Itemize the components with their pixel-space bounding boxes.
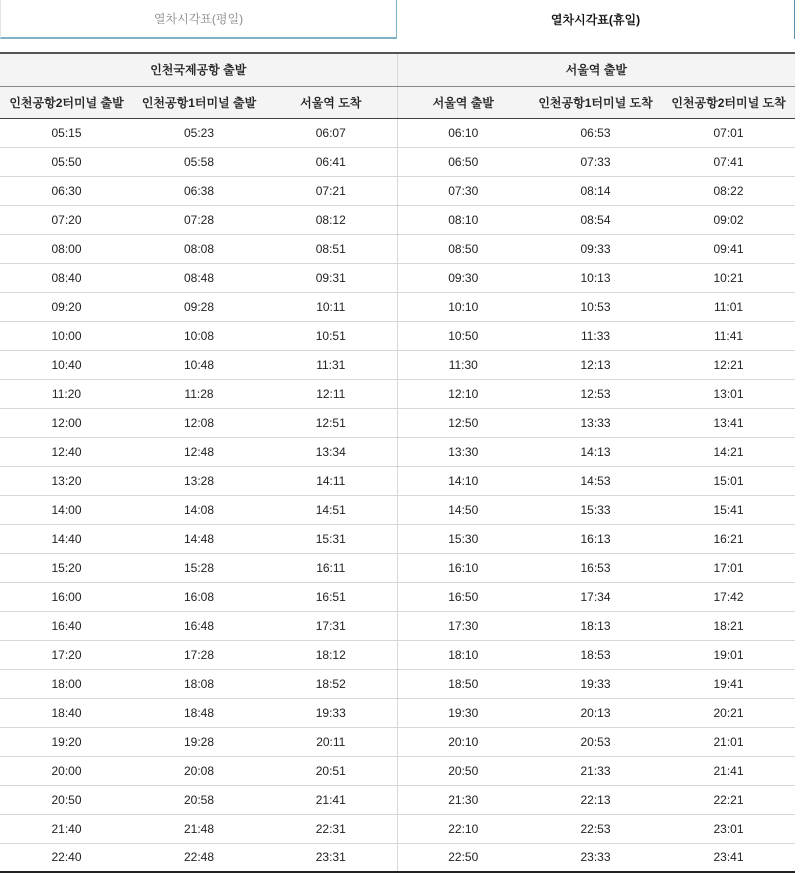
time-cell: 07:21 <box>265 176 397 205</box>
time-cell: 21:40 <box>0 814 133 843</box>
time-cell: 09:20 <box>0 292 133 321</box>
time-cell: 11:20 <box>0 379 133 408</box>
time-cell: 14:50 <box>397 495 529 524</box>
time-cell: 06:30 <box>0 176 133 205</box>
time-cell: 13:41 <box>662 408 795 437</box>
time-cell: 20:50 <box>0 785 133 814</box>
time-cell: 17:28 <box>133 640 265 669</box>
time-cell: 19:33 <box>265 698 397 727</box>
time-cell: 12:13 <box>529 350 662 379</box>
time-cell: 12:48 <box>133 437 265 466</box>
time-cell: 10:00 <box>0 321 133 350</box>
time-cell: 19:28 <box>133 727 265 756</box>
time-cell: 18:21 <box>662 611 795 640</box>
time-cell: 18:48 <box>133 698 265 727</box>
time-cell: 08:48 <box>133 263 265 292</box>
time-cell: 06:38 <box>133 176 265 205</box>
time-cell: 08:12 <box>265 205 397 234</box>
time-cell: 20:10 <box>397 727 529 756</box>
time-cell: 18:08 <box>133 669 265 698</box>
time-cell: 17:30 <box>397 611 529 640</box>
time-cell: 05:15 <box>0 118 133 147</box>
time-cell: 12:51 <box>265 408 397 437</box>
table-row <box>0 611 795 640</box>
time-cell: 07:41 <box>662 147 795 176</box>
group-header-row <box>0 53 795 86</box>
time-cell: 08:10 <box>397 205 529 234</box>
table-row <box>0 176 795 205</box>
time-cell: 07:28 <box>133 205 265 234</box>
time-cell: 10:11 <box>265 292 397 321</box>
table-row <box>0 292 795 321</box>
time-cell: 22:40 <box>0 843 133 872</box>
time-cell: 20:00 <box>0 756 133 785</box>
time-cell: 10:21 <box>662 263 795 292</box>
time-cell: 06:50 <box>397 147 529 176</box>
time-cell: 10:13 <box>529 263 662 292</box>
time-cell: 17:20 <box>0 640 133 669</box>
time-cell: 10:08 <box>133 321 265 350</box>
time-cell: 18:00 <box>0 669 133 698</box>
table-row <box>0 524 795 553</box>
time-cell: 14:53 <box>529 466 662 495</box>
time-cell: 17:42 <box>662 582 795 611</box>
time-cell: 18:40 <box>0 698 133 727</box>
time-cell: 19:33 <box>529 669 662 698</box>
time-cell: 23:41 <box>662 843 795 872</box>
time-cell: 14:48 <box>133 524 265 553</box>
time-cell: 11:41 <box>662 321 795 350</box>
time-cell: 06:10 <box>397 118 529 147</box>
table-row <box>0 118 795 147</box>
timetable-body <box>0 118 795 872</box>
time-cell: 13:30 <box>397 437 529 466</box>
time-cell: 12:21 <box>662 350 795 379</box>
time-cell: 16:40 <box>0 611 133 640</box>
time-cell: 19:20 <box>0 727 133 756</box>
time-cell: 16:10 <box>397 553 529 582</box>
time-cell: 16:51 <box>265 582 397 611</box>
time-cell: 06:41 <box>265 147 397 176</box>
table-row <box>0 698 795 727</box>
time-cell: 08:50 <box>397 234 529 263</box>
time-cell: 08:22 <box>662 176 795 205</box>
table-row <box>0 147 795 176</box>
group-header-seoul-departure: 서울역 출발 <box>397 53 795 86</box>
table-row <box>0 437 795 466</box>
time-cell: 21:41 <box>265 785 397 814</box>
column-header: 서울역 도착 <box>265 86 397 118</box>
table-row <box>0 350 795 379</box>
table-row <box>0 408 795 437</box>
time-cell: 13:01 <box>662 379 795 408</box>
time-cell: 14:40 <box>0 524 133 553</box>
time-cell: 11:28 <box>133 379 265 408</box>
time-cell: 21:33 <box>529 756 662 785</box>
time-cell: 17:31 <box>265 611 397 640</box>
time-cell: 11:30 <box>397 350 529 379</box>
time-cell: 20:50 <box>397 756 529 785</box>
time-cell: 22:31 <box>265 814 397 843</box>
column-header: 인천공항2터미널 도착 <box>662 86 795 118</box>
time-cell: 21:48 <box>133 814 265 843</box>
time-cell: 10:51 <box>265 321 397 350</box>
time-cell: 16:53 <box>529 553 662 582</box>
time-cell: 14:11 <box>265 466 397 495</box>
table-row <box>0 263 795 292</box>
time-cell: 08:40 <box>0 263 133 292</box>
time-cell: 06:07 <box>265 118 397 147</box>
time-cell: 14:10 <box>397 466 529 495</box>
time-cell: 13:34 <box>265 437 397 466</box>
time-cell: 12:53 <box>529 379 662 408</box>
time-cell: 10:48 <box>133 350 265 379</box>
tab-holiday[interactable] <box>397 0 795 39</box>
column-header-row <box>0 86 795 118</box>
time-cell: 15:01 <box>662 466 795 495</box>
time-cell: 20:58 <box>133 785 265 814</box>
table-row <box>0 814 795 843</box>
time-cell: 08:08 <box>133 234 265 263</box>
table-row <box>0 466 795 495</box>
time-cell: 18:52 <box>265 669 397 698</box>
time-cell: 21:01 <box>662 727 795 756</box>
time-cell: 17:01 <box>662 553 795 582</box>
time-cell: 11:33 <box>529 321 662 350</box>
time-cell: 08:54 <box>529 205 662 234</box>
time-cell: 12:50 <box>397 408 529 437</box>
table-row <box>0 495 795 524</box>
timetable <box>0 52 795 873</box>
column-header: 인천공항1터미널 도착 <box>529 86 662 118</box>
time-cell: 16:11 <box>265 553 397 582</box>
time-cell: 20:11 <box>265 727 397 756</box>
schedule-tabs <box>0 0 800 39</box>
time-cell: 15:28 <box>133 553 265 582</box>
time-cell: 13:28 <box>133 466 265 495</box>
time-cell: 23:31 <box>265 843 397 872</box>
time-cell: 14:08 <box>133 495 265 524</box>
time-cell: 22:10 <box>397 814 529 843</box>
time-cell: 14:00 <box>0 495 133 524</box>
time-cell: 20:51 <box>265 756 397 785</box>
time-cell: 10:50 <box>397 321 529 350</box>
time-cell: 05:23 <box>133 118 265 147</box>
time-cell: 05:58 <box>133 147 265 176</box>
table-row <box>0 379 795 408</box>
time-cell: 16:00 <box>0 582 133 611</box>
table-row <box>0 321 795 350</box>
time-cell: 16:08 <box>133 582 265 611</box>
time-cell: 16:50 <box>397 582 529 611</box>
time-cell: 09:33 <box>529 234 662 263</box>
table-row <box>0 843 795 872</box>
table-row <box>0 640 795 669</box>
table-row <box>0 553 795 582</box>
time-cell: 12:40 <box>0 437 133 466</box>
time-cell: 18:13 <box>529 611 662 640</box>
time-cell: 18:50 <box>397 669 529 698</box>
time-cell: 23:33 <box>529 843 662 872</box>
time-cell: 21:41 <box>662 756 795 785</box>
table-row <box>0 669 795 698</box>
time-cell: 20:08 <box>133 756 265 785</box>
time-cell: 22:53 <box>529 814 662 843</box>
tab-weekday[interactable] <box>0 0 397 39</box>
time-cell: 17:34 <box>529 582 662 611</box>
time-cell: 21:30 <box>397 785 529 814</box>
time-cell: 09:28 <box>133 292 265 321</box>
column-header: 인천공항1터미널 출발 <box>133 86 265 118</box>
time-cell: 11:01 <box>662 292 795 321</box>
table-row <box>0 234 795 263</box>
time-cell: 09:02 <box>662 205 795 234</box>
time-cell: 09:30 <box>397 263 529 292</box>
table-row <box>0 756 795 785</box>
time-cell: 06:53 <box>529 118 662 147</box>
time-cell: 20:21 <box>662 698 795 727</box>
time-cell: 22:50 <box>397 843 529 872</box>
time-cell: 08:51 <box>265 234 397 263</box>
time-cell: 14:21 <box>662 437 795 466</box>
time-cell: 05:50 <box>0 147 133 176</box>
time-cell: 15:20 <box>0 553 133 582</box>
time-cell: 22:48 <box>133 843 265 872</box>
table-row <box>0 785 795 814</box>
tab-weekday-label: 열차시각표(평일) <box>153 12 244 26</box>
time-cell: 10:10 <box>397 292 529 321</box>
time-cell: 15:41 <box>662 495 795 524</box>
time-cell: 22:21 <box>662 785 795 814</box>
time-cell: 18:10 <box>397 640 529 669</box>
group-header-incheon-departure: 인천국제공항 출발 <box>0 53 397 86</box>
column-header: 서울역 출발 <box>397 86 529 118</box>
time-cell: 14:51 <box>265 495 397 524</box>
time-cell: 10:53 <box>529 292 662 321</box>
time-cell: 08:14 <box>529 176 662 205</box>
tab-holiday-label: 열차시각표(휴일) <box>550 13 641 27</box>
time-cell: 07:30 <box>397 176 529 205</box>
time-cell: 10:40 <box>0 350 133 379</box>
time-cell: 13:20 <box>0 466 133 495</box>
table-row <box>0 205 795 234</box>
time-cell: 16:13 <box>529 524 662 553</box>
time-cell: 20:13 <box>529 698 662 727</box>
time-cell: 20:53 <box>529 727 662 756</box>
time-cell: 19:41 <box>662 669 795 698</box>
time-cell: 09:31 <box>265 263 397 292</box>
time-cell: 16:21 <box>662 524 795 553</box>
time-cell: 18:53 <box>529 640 662 669</box>
time-cell: 16:48 <box>133 611 265 640</box>
time-cell: 18:12 <box>265 640 397 669</box>
time-cell: 11:31 <box>265 350 397 379</box>
time-cell: 12:08 <box>133 408 265 437</box>
time-cell: 15:33 <box>529 495 662 524</box>
table-row <box>0 727 795 756</box>
table-row <box>0 582 795 611</box>
time-cell: 12:11 <box>265 379 397 408</box>
time-cell: 07:01 <box>662 118 795 147</box>
time-cell: 19:30 <box>397 698 529 727</box>
time-cell: 07:33 <box>529 147 662 176</box>
time-cell: 12:10 <box>397 379 529 408</box>
time-cell: 07:20 <box>0 205 133 234</box>
time-cell: 15:30 <box>397 524 529 553</box>
time-cell: 13:33 <box>529 408 662 437</box>
time-cell: 14:13 <box>529 437 662 466</box>
time-cell: 15:31 <box>265 524 397 553</box>
time-cell: 22:13 <box>529 785 662 814</box>
time-cell: 09:41 <box>662 234 795 263</box>
column-header: 인천공항2터미널 출발 <box>0 86 133 118</box>
time-cell: 12:00 <box>0 408 133 437</box>
time-cell: 19:01 <box>662 640 795 669</box>
time-cell: 23:01 <box>662 814 795 843</box>
time-cell: 08:00 <box>0 234 133 263</box>
